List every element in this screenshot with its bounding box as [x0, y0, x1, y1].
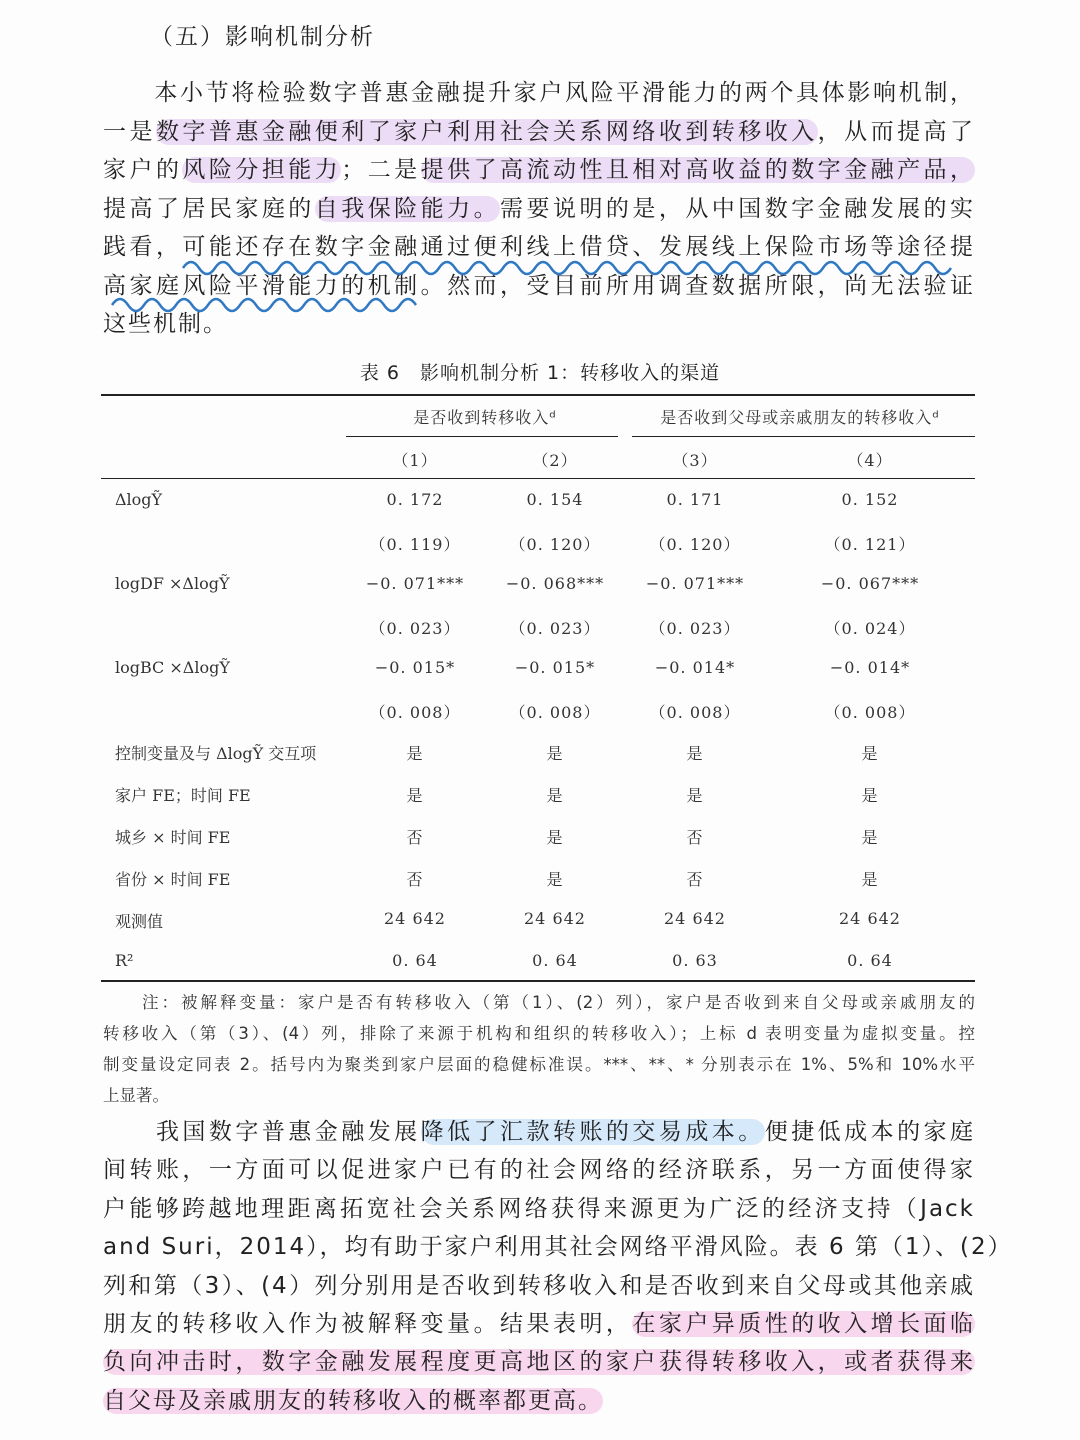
text-segment: 这些机制。 — [103, 311, 228, 337]
row-label: ΔlogỸ — [115, 490, 163, 509]
table-cell: （0. 008） — [649, 702, 741, 722]
highlighted-text: 数字普惠金融便利了家户利用社会关系网络收到转移收入 — [155, 118, 818, 145]
table-cell: 是 — [546, 744, 564, 764]
text-segment: 间转账，一方面可以促进家户已有的社会网络的经济联系，另一方面使得家 — [103, 1157, 975, 1184]
table-cell: 是 — [406, 744, 424, 764]
table-cell: 是 — [861, 744, 879, 764]
table-cell: 0. 172 — [386, 490, 444, 509]
text-line — [103, 1191, 975, 1227]
text-segment: ；二是 — [341, 157, 421, 183]
table-cell: 0. 64 — [847, 950, 893, 970]
text-segment: 我国数字普惠金融发展 — [103, 1119, 421, 1145]
table-cell: 24 642 — [524, 909, 586, 928]
text-segment: and Suri，2014），均有助于家户利用其社会网络平滑风险。表 6 第（1）、(2） — [103, 1234, 1013, 1261]
text-segment: 高家庭风险平滑能力的机制。然而，受目前所用调查数据所限，尚无法验证 — [103, 272, 975, 299]
table-cell: 24 642 — [664, 909, 726, 928]
column-number: （1） — [392, 451, 438, 470]
text-line — [103, 1114, 975, 1150]
text-line — [103, 1383, 975, 1419]
table-cell: −0. 068*** — [505, 573, 605, 593]
text-line — [103, 306, 975, 342]
row-label: 观测值 — [115, 912, 164, 931]
table-cell: （0. 023） — [369, 618, 461, 638]
table-cell: −0. 071*** — [365, 573, 465, 593]
table-cell: （0. 119） — [369, 534, 461, 554]
table-cell: 否 — [686, 870, 704, 890]
table-cell: −0. 015* — [514, 657, 596, 677]
table-cell: 24 642 — [384, 909, 446, 928]
table-cell: 是 — [861, 786, 879, 806]
table-cell: （0. 120） — [509, 534, 601, 554]
table-cell: −0. 014* — [829, 657, 911, 677]
column-number: （3） — [672, 451, 718, 470]
text-line — [103, 114, 975, 150]
table-cell: （0. 120） — [649, 534, 741, 554]
table-cell: −0. 015* — [374, 657, 456, 677]
text-line — [103, 1229, 1013, 1265]
table-top-rule — [101, 394, 975, 396]
table-cell: 0. 64 — [532, 950, 578, 970]
table-header-rule — [101, 478, 975, 479]
note-line: 制变量设定同表 2。括号内为聚类到家户层面的稳健标准误。***、**、* 分别表示在 1%、5%和 10%水平 — [103, 1055, 975, 1074]
column-number: （2） — [532, 451, 578, 470]
row-label: 控制变量及与 ΔlogỸ 交互项 — [115, 744, 317, 764]
row-label: logDF ×ΔlogỸ — [115, 573, 230, 593]
table-cell: 否 — [406, 828, 424, 848]
row-label: R² — [115, 950, 134, 970]
table-cell: （0. 023） — [649, 618, 741, 638]
text-line — [103, 1344, 975, 1380]
table-cell: 是 — [546, 828, 564, 848]
note-line: 注：被解释变量：家户是否有转移收入（第（1）、(2）列），家户是否收到来自父母或亲戚朋友的 — [103, 993, 975, 1012]
text-line — [103, 268, 975, 304]
highlighted-text: 提供了高流动性且相对高收益的数字金融产品， — [420, 157, 975, 183]
text-segment: 朋友的转移收入作为被解释变量。结果表明， — [103, 1311, 633, 1337]
table-cell: −0. 071*** — [645, 573, 745, 593]
table-cell: 是 — [861, 870, 879, 890]
table-cell: 0. 154 — [526, 490, 584, 509]
text-segment: ，从而提高了 — [817, 118, 975, 145]
text-line — [103, 75, 975, 111]
group-header-1: 是否收到转移收入ᵈ — [413, 408, 557, 427]
row-label: logBC ×ΔlogỸ — [115, 657, 230, 677]
text-line — [103, 191, 975, 227]
table-cell: 0. 64 — [392, 950, 438, 970]
text-line — [103, 229, 975, 265]
text-segment: 列和第（3）、(4）列分别用是否收到转移收入和是否收到来自父母或其他亲戚 — [103, 1272, 975, 1299]
table-cell: 是 — [861, 828, 879, 848]
table-cell: （0. 024） — [824, 618, 916, 638]
note-line: 上显著。 — [103, 1086, 169, 1105]
note-line: 转移收入（第（3）、(4）列，排除了来源于机构和组织的转移收入）；上标 d 表明变量为虚拟变量。控 — [103, 1024, 975, 1043]
section-heading: （五）影响机制分析 — [150, 24, 375, 50]
table-bottom-rule — [101, 980, 975, 982]
row-label: 城乡 × 时间 FE — [115, 828, 231, 848]
table-cell: 是 — [546, 870, 564, 890]
table-cell: （0. 023） — [509, 618, 601, 638]
highlighted-text: 自我保险能力。 — [314, 195, 501, 222]
table-cell: 否 — [686, 828, 704, 848]
table-cell: 0. 63 — [672, 950, 718, 970]
text-line — [103, 1306, 975, 1342]
table-cell: 是 — [406, 786, 424, 806]
text-line — [103, 1268, 975, 1304]
table-cell: 24 642 — [839, 909, 901, 928]
text-segment: 践看，可能还存在数字金融通过便利线上借贷、发展线上保险市场等途径提 — [103, 234, 975, 260]
table-cell: −0. 067*** — [820, 573, 920, 593]
table-cell: 是 — [686, 786, 704, 806]
column-number: （4） — [847, 451, 893, 470]
group-header-2: 是否收到父母或亲戚朋友的转移收入ᵈ — [660, 408, 940, 427]
text-line — [103, 1152, 975, 1188]
highlighted-text: 自父母及亲戚朋友的转移收入的概率都更高。 — [103, 1387, 603, 1414]
highlighted-text: 负向冲击时，数字金融发展程度更高地区的家户获得转移收入，或者获得来 — [103, 1349, 975, 1376]
row-label: 省份 × 时间 FE — [115, 870, 231, 890]
text-segment: 户能够跨越地理距离拓宽社会关系网络获得来源更为广泛的经济支持（Jack — [103, 1195, 975, 1222]
table-caption: 表 6 影响机制分析 1：转移收入的渠道 — [359, 362, 721, 384]
table-cell: （0. 008） — [509, 702, 601, 722]
text-segment: 便捷低成本的家庭 — [764, 1119, 975, 1145]
table-cell: 是 — [546, 786, 564, 806]
text-line — [103, 152, 975, 188]
table-cell: 0. 152 — [841, 490, 899, 509]
text-segment: 本小节将检验数字普惠金融提升家户风险平滑能力的两个具体影响机制， — [103, 80, 975, 106]
group-rule-2 — [632, 436, 975, 437]
table-cell: 否 — [406, 870, 424, 890]
group-rule-1 — [346, 436, 618, 437]
table-cell: （0. 121） — [824, 534, 916, 554]
table-cell: −0. 014* — [654, 657, 736, 677]
table-cell: （0. 008） — [824, 702, 916, 722]
text-segment: 需要说明的是，从中国数字金融发展的实 — [500, 195, 975, 222]
table-cell: （0. 008） — [369, 702, 461, 722]
row-label: 家户 FE；时间 FE — [115, 786, 251, 806]
highlighted-text: 在家户异质性的收入增长面临 — [632, 1311, 975, 1337]
highlighted-text: 降低了汇款转账的交易成本。 — [420, 1119, 765, 1145]
table-cell: 是 — [686, 744, 704, 764]
highlighted-text: 风险分担能力 — [182, 157, 342, 183]
text-segment: 一是 — [103, 118, 156, 145]
table-cell: 0. 171 — [666, 490, 724, 509]
text-segment: 提高了居民家庭的 — [103, 195, 315, 222]
text-segment: 家户的 — [103, 157, 183, 183]
